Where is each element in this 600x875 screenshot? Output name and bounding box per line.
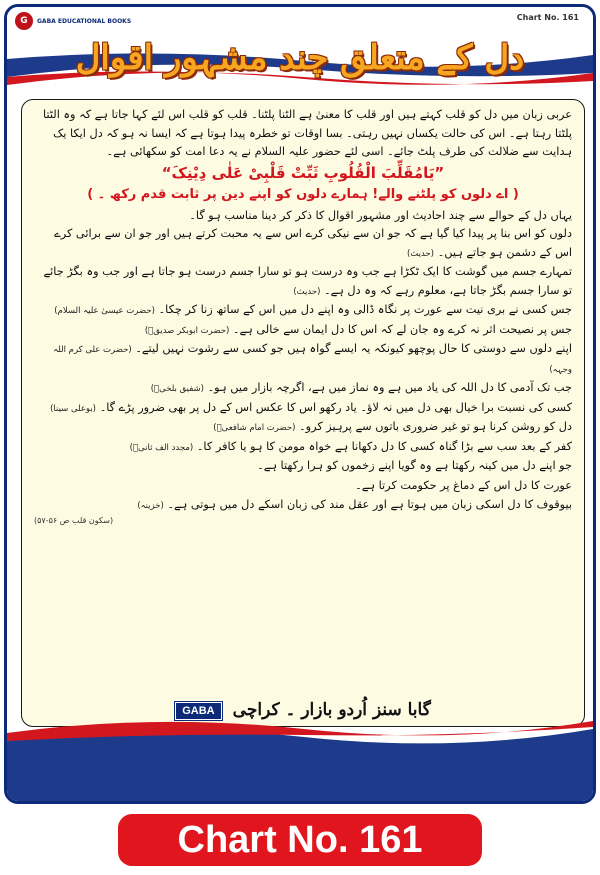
saying-reference: (حدیث): [293, 286, 321, 297]
lead-paragraph: یہاں دل کے حوالے سے چند احادیث اور مشہور اقوال کا ذکر کر دینا مناسب ہو گا۔: [189, 208, 572, 222]
content-panel: [21, 99, 585, 727]
arabic-dua: ”یَامُقَلِّبَ الْقُلُوبِ ثَبِّتْ قَلْبِیْ عَلٰی دِیْنِکَ“: [161, 163, 445, 182]
saying: عورت کا دل اس کے دماغ پر حکومت کرتا ہے۔: [355, 478, 572, 492]
saying: جو اپنے دل میں کینہ رکھتا ہے وہ گویا اپنے زخموں کو ہرا رکھتا ہے۔: [257, 459, 572, 472]
saying-reference: (حدیث): [406, 248, 434, 259]
saying: بیوقوف کا دل اسکی زبان میں ہوتا ہے اور عقل مند کی زبان اسکے دل میں ہوتی ہے۔ (خزینہ): [137, 498, 572, 511]
chart-number-label: Chart No. 161: [118, 814, 482, 866]
saying-reference: (شفیق بلخیؒ): [150, 384, 204, 394]
gaba-mark-icon: G: [15, 12, 33, 30]
saying: جب تک آدمی کا دل اللہ کی یاد میں ہے وہ نماز میں ہے، اگرچہ بازار میں ہو۔ (شفیق بلخیؒ): [150, 381, 572, 394]
saying-reference: (حضرت ابوبکر صدیقؓ): [144, 325, 230, 336]
publisher-name: گابا سنز اُردو بازار ۔ کراچی: [232, 700, 431, 720]
top-bar: [7, 7, 593, 37]
saying-reference: (خزینہ): [137, 501, 164, 511]
saying: تمہارے جسم میں گوشت کا ایک ٹکڑا ہے جب وہ درست ہو تو سارا جسم درست ہو جاتا ہے اور جب وہ بگڑ جائے تو سارا جسم بگڑ جاتا ہے، معلوم رہے کہ وہ دل ہے۔ (حدیث): [43, 265, 572, 297]
logo-text: GABA EDUCATIONAL BOOKS: [37, 17, 132, 25]
saying-reference: (حضرت امام شافعیؒ): [213, 423, 296, 433]
saying: جس کسی نے بری نیت سے عورت پر نگاہ ڈالی وہ اپنے دل میں اس کے ساتھ زنا کر چکا۔ (حضرت عیسیٰ علیہ السلام): [54, 303, 572, 316]
bottom-wave-decoration: [7, 711, 593, 801]
chart-number-small: Chart No. 161: [516, 13, 579, 22]
publisher-logo: [15, 12, 131, 30]
saying: جس پر نصیحت اثر نہ کرے وہ جان لے کہ اس کا دل ایمان سے خالی ہے۔ (حضرت ابوبکر صدیقؓ): [144, 322, 572, 336]
saying: کفر کے بعد سب سے بڑا گناہ کسی کا دل دکھانا ہے خواہ مومن کا ہو یا کافر کا۔ (مجدد الف ثانیؒ): [129, 439, 572, 453]
saying-reference: (حضرت علی کرم اللہ وجہہ): [53, 345, 572, 375]
gaba-logo: GABA: [175, 702, 221, 720]
chart-board: [4, 4, 596, 804]
saying: اپنے دلوں سے دوستی کا حال پوچھو کیونکہ یہ ایسے گواہ ہیں جو کسی سے رشوت نہیں لیتے۔ (حضرت علی کرم اللہ وجہہ): [53, 342, 572, 375]
page-title: دل کے متعلق چند مشہور اقوال: [75, 38, 525, 78]
intro-paragraph: عربی زبان میں دل کو قلب کہتے ہیں اور قلب کا معنیٰ ہے الٹنا پلٹنا۔ قلب کو قلب اس لئے کہا جاتا ہے کہ وہ الٹتا پلٹتا رہتا ہے۔ اس کی حالت یکساں نہیں رہتی۔ بسا اوقات تو خطرہ پیدا ہوتا ہے کہ ایسا نہ ہو کہ دل ایکا یک ہدایت سے ضلالت کی طرف پلٹ جائے۔ اسی لئے حضور علیہ السلام نے یہ دعا امت کو سکھائی ہے۔: [43, 108, 572, 158]
saying: دل کو روشن کرنا ہو تو غیر ضروری باتوں سے پرہیز کرو۔ (حضرت امام شافعیؒ): [213, 420, 572, 433]
saying: کسی کی نسبت برا خیال بھی دل میں نہ لاؤ۔ یاد رکھو اس کا عکس اس کے دل پر بھی ضرور پڑے گا۔ (بوعلی سینا): [50, 400, 572, 414]
saying-reference: (حضرت عیسیٰ علیہ السلام): [54, 306, 155, 316]
saying-reference: (بوعلی سینا): [50, 403, 96, 414]
saying: دلوں کو اس بنا پر پیدا کیا گیا ہے کہ جو ان سے نیکی کرے اس سے یہ محبت کرتے ہیں اور جو ان سے برائی کرے اس کے دشمن ہو جاتے ہیں۔ (حدیث): [54, 227, 572, 259]
source-note: (سکون قلب ص ۵۶-۵۷): [34, 515, 114, 525]
dua-translation: ( اے دلوں کو پلٹنے والے! ہمارے دلوں کو اپنے دین پر ثابت قدم رکھ ۔ ): [87, 186, 519, 202]
saying-reference: (مجدد الف ثانیؒ): [129, 442, 194, 453]
